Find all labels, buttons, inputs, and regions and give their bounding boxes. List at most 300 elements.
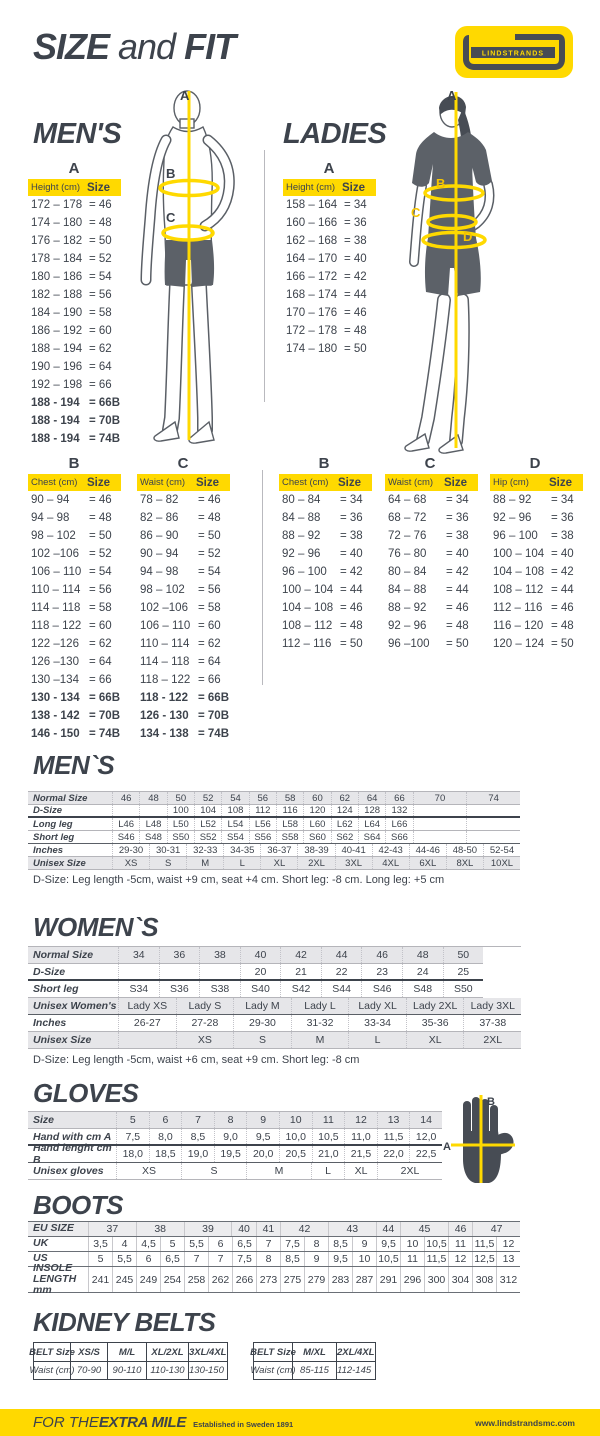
table-row bbox=[28, 340, 121, 358]
belt-waist-cell: 85-115 bbox=[292, 1362, 336, 1379]
unisex-cell: XL bbox=[406, 1032, 464, 1048]
size-value: = 42 bbox=[446, 566, 469, 578]
size-value: = 54 bbox=[198, 566, 221, 578]
shortleg-cell: S34 bbox=[129, 983, 149, 995]
table-row bbox=[28, 545, 121, 563]
unisex-cell: 8XL bbox=[446, 857, 483, 869]
inches-cell: 27-28 bbox=[176, 1015, 234, 1031]
glove-label-a: A bbox=[443, 1141, 451, 1153]
size-value: = 38 bbox=[446, 530, 469, 542]
table-row bbox=[279, 545, 372, 563]
mens-size-note: D-Size: Leg length -5cm, waist +9 cm, seat +4 cm. Short leg: -8 cm. Long leg: +5 cm bbox=[33, 874, 445, 886]
range-value: 120 – 124 bbox=[493, 638, 545, 650]
table-row bbox=[283, 250, 376, 268]
us-size-cell: 6 bbox=[136, 1252, 160, 1266]
table-row bbox=[279, 509, 372, 527]
dsize-cell: 21 bbox=[280, 964, 321, 979]
size-value: = 66 bbox=[89, 379, 112, 391]
table-row bbox=[137, 545, 230, 563]
hand-length-cell: 19,5 bbox=[214, 1146, 247, 1162]
size-value: = 46 bbox=[344, 307, 367, 319]
dsize-cell bbox=[119, 964, 159, 979]
table-body bbox=[28, 196, 121, 448]
footer-extra-mile: EXTRA MILE bbox=[98, 1414, 187, 1431]
dsize-cell: 108 bbox=[221, 805, 248, 816]
range-value: 96 – 100 bbox=[282, 566, 327, 578]
table-header bbox=[28, 474, 121, 491]
size-cell: 34 bbox=[132, 949, 145, 961]
range-value: 176 – 182 bbox=[31, 235, 83, 247]
table-body bbox=[28, 491, 121, 743]
dsize-cell: 100 bbox=[167, 805, 194, 816]
range-value: 122 –126 bbox=[31, 638, 79, 650]
size-value: = 62 bbox=[89, 343, 112, 355]
longleg-cell bbox=[466, 818, 520, 830]
row-short-leg bbox=[28, 831, 520, 844]
row-label: Inches bbox=[33, 1017, 67, 1029]
size-value: = 48 bbox=[198, 512, 221, 524]
range-value: 108 – 112 bbox=[493, 584, 544, 596]
us-size-cell: 7 bbox=[208, 1252, 232, 1266]
longleg-cell: L48 bbox=[139, 818, 166, 830]
table-row bbox=[28, 358, 121, 376]
table-row bbox=[385, 509, 478, 527]
glove-size-cell: 10 bbox=[279, 1112, 312, 1128]
size-value: = 66 bbox=[89, 674, 112, 686]
table-row bbox=[28, 322, 121, 340]
size-value: = 50 bbox=[551, 638, 574, 650]
uk-size-cell: 6,5 bbox=[232, 1237, 256, 1251]
eu-size-cell: 46 bbox=[448, 1222, 472, 1236]
row-insole-length bbox=[28, 1261, 520, 1297]
size-value: = 52 bbox=[198, 548, 221, 560]
table-row bbox=[28, 232, 121, 250]
range-value: 170 – 176 bbox=[286, 307, 338, 319]
table-row bbox=[137, 581, 230, 599]
unisex-cell: 3XL bbox=[335, 857, 372, 869]
size-value: = 46 bbox=[89, 199, 112, 211]
size-value: = 46 bbox=[198, 494, 221, 506]
gloves-heading: GLOVES bbox=[33, 1078, 139, 1108]
range-value: 92 – 96 bbox=[493, 512, 532, 524]
unisex-womens-cell: Lady XL bbox=[348, 998, 406, 1014]
row-label: Long leg bbox=[33, 818, 73, 830]
shortleg-cell: S56 bbox=[249, 831, 276, 843]
glove-size-cell: 7 bbox=[181, 1112, 214, 1128]
us-size-cell: 9 bbox=[304, 1252, 328, 1266]
unisex-womens-cell: Lady L bbox=[291, 998, 349, 1014]
range-value: 102 –106 bbox=[140, 602, 188, 614]
eu-size-cell: 43 bbox=[328, 1222, 376, 1236]
belt-header-cell: M/L bbox=[107, 1343, 146, 1361]
row-label: Size bbox=[33, 1114, 55, 1126]
uk-size-cell: 12 bbox=[496, 1237, 520, 1251]
table-header bbox=[28, 179, 121, 196]
shortleg-cell: S36 bbox=[159, 981, 200, 997]
mens-letter-c: C bbox=[177, 455, 189, 472]
hand-width-cell: 7,5 bbox=[125, 1130, 141, 1143]
ladies-chest-table bbox=[279, 474, 372, 653]
range-value: 130 - 134 bbox=[31, 692, 80, 704]
us-size-cell: 5 bbox=[97, 1253, 104, 1265]
hand-width-cell: 9,0 bbox=[214, 1129, 247, 1144]
row-unisex-womens bbox=[28, 998, 521, 1015]
dsize-cell: 132 bbox=[385, 805, 412, 816]
womens-size-table bbox=[28, 946, 521, 1049]
shortleg-cell: S64 bbox=[358, 831, 385, 843]
unisex-cell: XS bbox=[124, 857, 138, 869]
table-row bbox=[279, 563, 372, 581]
uk-size-cell: 9 bbox=[352, 1237, 376, 1251]
longleg-cell: L56 bbox=[249, 818, 276, 830]
table-row bbox=[28, 635, 121, 653]
insole-length-cell: 241 bbox=[91, 1273, 110, 1286]
womens-size-note: D-Size: Leg length -5cm, waist +6 cm, seat +9 cm. Short leg: -8 cm bbox=[33, 1054, 360, 1066]
table-body bbox=[279, 491, 372, 653]
col-header-size: Size bbox=[342, 181, 366, 194]
size-value: = 40 bbox=[344, 253, 367, 265]
col-header-size: Size bbox=[444, 476, 468, 489]
us-size-cell: 7,5 bbox=[232, 1252, 256, 1266]
table-row bbox=[283, 286, 376, 304]
unisex-cell: S bbox=[233, 1032, 291, 1048]
size-value: = 44 bbox=[340, 584, 363, 596]
title-size: SIZE bbox=[33, 26, 110, 67]
ladies-fig-label-a: A bbox=[447, 88, 457, 103]
range-value: 172 – 178 bbox=[31, 199, 83, 211]
longleg-cell: L52 bbox=[194, 818, 221, 830]
range-value: 186 – 192 bbox=[31, 325, 83, 337]
inches-cell: 37-38 bbox=[463, 1015, 521, 1031]
insole-length-cell: 273 bbox=[256, 1267, 280, 1292]
shortleg-cell: S46 bbox=[117, 831, 135, 843]
table-header bbox=[279, 474, 372, 491]
ladies-height-table bbox=[283, 179, 376, 358]
table-row bbox=[490, 527, 583, 545]
table-row bbox=[385, 635, 478, 653]
dsize-cell bbox=[159, 964, 200, 979]
table-body bbox=[283, 196, 376, 358]
unisex-cell: 4XL bbox=[372, 857, 409, 869]
glove-size-cell: 9 bbox=[246, 1112, 279, 1128]
ladies-figure-illustration bbox=[388, 88, 528, 466]
eu-size-cell: 45 bbox=[400, 1222, 448, 1236]
size-value: = 50 bbox=[446, 638, 469, 650]
col-header-waist: Waist (cm) bbox=[388, 477, 434, 488]
uk-size-cell: 4,5 bbox=[136, 1237, 160, 1251]
us-size-cell: 5,5 bbox=[112, 1252, 136, 1266]
col-header-size: Size bbox=[196, 476, 220, 489]
unisex-cell: 6XL bbox=[409, 857, 446, 869]
shortleg-cell: S48 bbox=[402, 981, 443, 997]
table-row bbox=[28, 412, 121, 430]
table-row bbox=[28, 725, 121, 743]
table-row bbox=[28, 376, 121, 394]
row-inches bbox=[28, 844, 520, 857]
uk-size-cell: 5 bbox=[160, 1237, 184, 1251]
belt-waist-row bbox=[250, 1361, 375, 1379]
size-value: = 62 bbox=[89, 638, 112, 650]
ladies-letter-d: D bbox=[529, 455, 541, 472]
size-value: = 70B bbox=[89, 710, 121, 722]
range-value: 126 - 130 bbox=[140, 710, 189, 722]
row-label: Unisex Size bbox=[33, 857, 86, 869]
dsize-cell: 25 bbox=[443, 964, 484, 979]
glove-size-cell: 13 bbox=[377, 1112, 410, 1128]
insole-length-cell: 300 bbox=[424, 1267, 448, 1292]
row-label: D-Size bbox=[33, 805, 63, 816]
size-value: = 44 bbox=[551, 584, 574, 596]
range-value: 88 – 92 bbox=[388, 602, 427, 614]
range-value: 138 - 142 bbox=[31, 710, 80, 722]
range-value: 92 – 96 bbox=[282, 548, 321, 560]
range-value: 92 – 96 bbox=[388, 620, 427, 632]
range-value: 126 –130 bbox=[31, 656, 79, 668]
size-cell: 60 bbox=[303, 792, 330, 804]
table-row bbox=[137, 617, 230, 635]
table-row bbox=[490, 581, 583, 599]
size-value: = 60 bbox=[89, 325, 112, 337]
longleg-cell: L46 bbox=[118, 818, 135, 830]
row-label: Short leg bbox=[33, 831, 75, 843]
table-row bbox=[137, 725, 230, 743]
mens-waist-table bbox=[137, 474, 230, 743]
hand-length-cell: 22,5 bbox=[409, 1146, 442, 1162]
row-label: Short leg bbox=[33, 983, 79, 995]
row-short-leg bbox=[28, 981, 483, 998]
insole-length-cell: 245 bbox=[112, 1267, 136, 1292]
inches-cell: 44-46 bbox=[409, 844, 446, 856]
range-value: 180 – 186 bbox=[31, 271, 83, 283]
dsize-cell: 128 bbox=[358, 805, 385, 816]
us-size-cell: 9,5 bbox=[328, 1252, 352, 1266]
size-value: = 34 bbox=[344, 199, 367, 211]
range-value: 80 – 84 bbox=[282, 494, 321, 506]
table-row bbox=[490, 563, 583, 581]
row-label: UK bbox=[33, 1237, 49, 1250]
unisex-cell: L bbox=[348, 1032, 406, 1048]
belt-waist-cell: 130-150 bbox=[188, 1362, 224, 1379]
table-row bbox=[279, 635, 372, 653]
size-cell: 58 bbox=[276, 792, 303, 804]
range-value: 102 –106 bbox=[31, 548, 79, 560]
size-value: = 64 bbox=[89, 656, 112, 668]
table-row bbox=[385, 599, 478, 617]
size-value: = 48 bbox=[89, 217, 112, 229]
range-value: 188 - 194 bbox=[31, 415, 80, 427]
uk-size-cell: 7,5 bbox=[280, 1237, 304, 1251]
hand-length-cell: 18,5 bbox=[149, 1146, 182, 1162]
inches-cell: 29-30 bbox=[233, 1015, 291, 1031]
eu-size-cell: 37 bbox=[106, 1223, 119, 1235]
inches-cell: 35-36 bbox=[406, 1015, 464, 1031]
glove-label-b: B bbox=[487, 1096, 495, 1108]
belt-waist-cell: 70-90 bbox=[70, 1362, 107, 1379]
size-value: = 48 bbox=[446, 620, 469, 632]
belt-waist-row bbox=[29, 1361, 227, 1379]
size-cell: 36 bbox=[159, 947, 200, 963]
range-value: 188 – 194 bbox=[31, 343, 83, 355]
size-value: = 44 bbox=[344, 289, 367, 301]
range-value: 166 – 172 bbox=[286, 271, 338, 283]
table-row bbox=[28, 491, 121, 509]
range-value: 72 – 76 bbox=[388, 530, 427, 542]
range-value: 174 – 180 bbox=[31, 217, 83, 229]
unisex-glove-cell: XL bbox=[344, 1163, 377, 1179]
inches-cell: 38-39 bbox=[297, 844, 334, 856]
shortleg-cell: S54 bbox=[221, 831, 248, 843]
table-row bbox=[28, 250, 121, 268]
range-value: 192 – 198 bbox=[31, 379, 83, 391]
col-header-size: Size bbox=[549, 476, 573, 489]
size-cell: 44 bbox=[321, 947, 362, 963]
unisex-cell: S bbox=[149, 857, 186, 869]
longleg-cell: L54 bbox=[221, 818, 248, 830]
unisex-cell: XL bbox=[260, 857, 297, 869]
size-value: = 60 bbox=[89, 620, 112, 632]
range-value: 82 – 86 bbox=[140, 512, 179, 524]
range-value: 182 – 188 bbox=[31, 289, 83, 301]
size-value: = 70B bbox=[89, 415, 121, 427]
title-fit: FIT bbox=[184, 26, 236, 67]
range-value: 88 – 92 bbox=[282, 530, 321, 542]
row-uk-size bbox=[28, 1237, 520, 1252]
row-us-size bbox=[28, 1252, 520, 1267]
range-value: 112 – 116 bbox=[493, 602, 543, 614]
table-row bbox=[490, 545, 583, 563]
table-row bbox=[385, 581, 478, 599]
unisex-cell: 10XL bbox=[483, 857, 520, 869]
range-value: 104 – 108 bbox=[282, 602, 334, 614]
table-row bbox=[137, 635, 230, 653]
uk-size-cell: 11,5 bbox=[472, 1237, 496, 1251]
lindstrands-logo bbox=[455, 26, 573, 78]
us-size-cell: 10 bbox=[352, 1252, 376, 1266]
col-header-size: Size bbox=[338, 476, 362, 489]
unisex-cell: 2XL bbox=[463, 1032, 521, 1048]
shortleg-cell: S62 bbox=[331, 831, 358, 843]
size-value: = 74B bbox=[89, 728, 121, 740]
belt-waist-cell: 112-145 bbox=[336, 1362, 371, 1379]
section-divider-mid bbox=[262, 470, 263, 685]
belt-header-cell: XS/S bbox=[70, 1343, 107, 1361]
us-size-cell: 12 bbox=[448, 1252, 472, 1266]
unisex-cell: 2XL bbox=[297, 857, 334, 869]
size-value: = 40 bbox=[340, 548, 363, 560]
dsize-cell: 22 bbox=[321, 964, 362, 979]
range-value: 96 –100 bbox=[388, 638, 430, 650]
dsize-cell bbox=[413, 805, 467, 816]
size-value: = 66 bbox=[198, 674, 221, 686]
range-value: 110 – 114 bbox=[31, 584, 81, 596]
table-row bbox=[490, 509, 583, 527]
insole-length-cell: 279 bbox=[304, 1267, 328, 1292]
belt-header-cell: XL/2XL bbox=[146, 1343, 188, 1361]
size-value: = 48 bbox=[344, 325, 367, 337]
size-value: = 50 bbox=[198, 530, 221, 542]
shortleg-cell: S50 bbox=[443, 981, 484, 997]
table-row bbox=[490, 599, 583, 617]
size-value: = 48 bbox=[340, 620, 363, 632]
row-label: Normal Size bbox=[33, 792, 88, 804]
uk-size-cell: 9,5 bbox=[376, 1237, 400, 1251]
table-row bbox=[137, 509, 230, 527]
size-value: = 56 bbox=[89, 289, 112, 301]
size-cell: 42 bbox=[280, 947, 321, 963]
mens-heading: MEN'S bbox=[33, 118, 122, 150]
ladies-fig-label-b: B bbox=[436, 176, 446, 191]
size-cell: 46 bbox=[120, 792, 132, 804]
row-label: EU SIZE bbox=[33, 1222, 74, 1235]
row-long-leg bbox=[28, 818, 520, 831]
size-cell: 52 bbox=[194, 792, 221, 804]
uk-size-cell: 3,5 bbox=[93, 1238, 108, 1250]
eu-size-cell: 41 bbox=[256, 1222, 280, 1236]
ladies-hip-table bbox=[490, 474, 583, 653]
range-value: 188 - 194 bbox=[31, 433, 80, 445]
dsize-cell: 116 bbox=[276, 805, 303, 816]
shortleg-cell: S40 bbox=[240, 981, 281, 997]
table-row bbox=[137, 563, 230, 581]
range-value: 118 - 122 bbox=[140, 692, 188, 704]
range-value: 104 – 108 bbox=[493, 566, 545, 578]
size-value: = 50 bbox=[344, 343, 367, 355]
size-value: = 50 bbox=[89, 235, 112, 247]
range-value: 146 - 150 bbox=[31, 728, 80, 740]
shortleg-cell: S58 bbox=[276, 831, 303, 843]
size-value: = 46 bbox=[89, 494, 112, 506]
uk-size-cell: 8,5 bbox=[328, 1237, 352, 1251]
range-value: 98 – 102 bbox=[140, 584, 185, 596]
table-row bbox=[283, 268, 376, 286]
size-cell: 70 bbox=[413, 792, 467, 804]
footer-website: www.lindstrandsmc.com bbox=[475, 1417, 575, 1428]
glove-illustration bbox=[443, 1093, 528, 1188]
size-value: = 64 bbox=[89, 361, 112, 373]
insole-length-cell: 262 bbox=[208, 1267, 232, 1292]
ladies-letter-c: C bbox=[424, 455, 436, 472]
range-value: 106 – 110 bbox=[31, 566, 82, 578]
hand-length-cell: 20,5 bbox=[279, 1146, 312, 1162]
size-value: = 34 bbox=[551, 494, 574, 506]
row-label: Hand lenght cm B bbox=[33, 1142, 112, 1166]
ladies-heading: LADIES bbox=[283, 118, 387, 150]
range-value: 118 – 122 bbox=[140, 674, 191, 686]
size-value: = 62 bbox=[198, 638, 221, 650]
row-label: Hand with cm A bbox=[33, 1130, 112, 1143]
size-value: = 36 bbox=[344, 217, 367, 229]
range-value: 78 – 82 bbox=[140, 494, 179, 506]
size-cell: 50 bbox=[167, 792, 194, 804]
hand-width-cell: 10,5 bbox=[312, 1129, 345, 1144]
size-value: = 46 bbox=[446, 602, 469, 614]
table-header bbox=[490, 474, 583, 491]
shortleg-cell: S46 bbox=[361, 981, 402, 997]
title-and: and bbox=[109, 26, 185, 67]
table-row bbox=[28, 268, 121, 286]
size-value: = 50 bbox=[340, 638, 363, 650]
belt-header-row bbox=[250, 1343, 375, 1361]
table-row bbox=[490, 635, 583, 653]
unisex-cell: XS bbox=[176, 1032, 234, 1048]
belt-header-cell: 3XL/4XL bbox=[188, 1343, 227, 1361]
size-value: = 56 bbox=[89, 584, 112, 596]
col-header-size: Size bbox=[87, 476, 111, 489]
boots-heading: BOOTS bbox=[33, 1190, 123, 1220]
range-value: 98 – 102 bbox=[31, 530, 76, 542]
ladies-letter-a: A bbox=[323, 160, 335, 177]
size-cell: 48 bbox=[402, 947, 443, 963]
